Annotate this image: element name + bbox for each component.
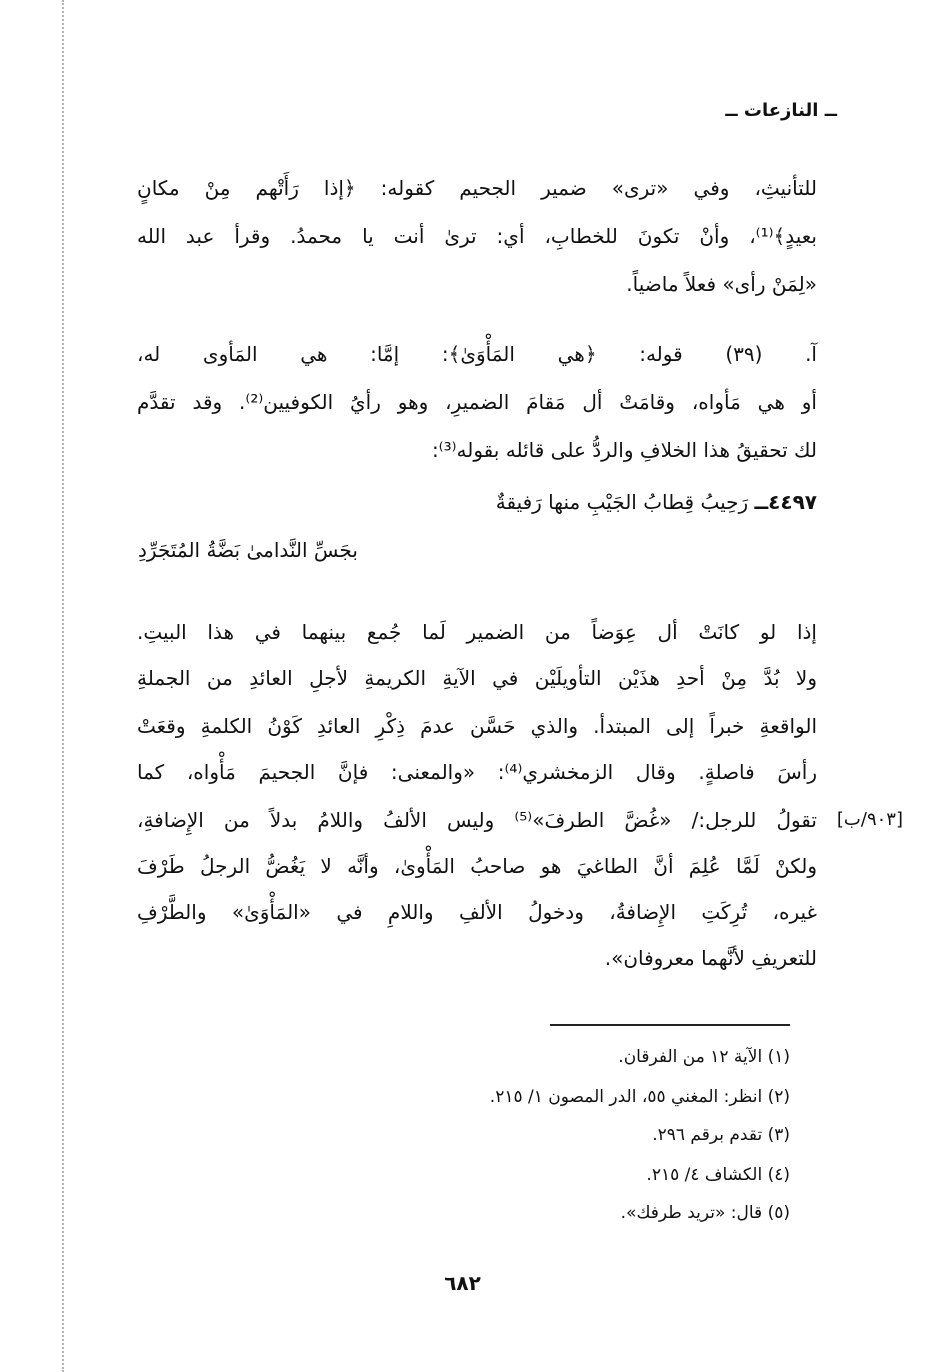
text-line: غيره، تُرِكَتِ الإِضافةُ، ودخولُ الألفِ واللامِ في «المَأْوَىٰ» والطَّرْفِ [137, 900, 817, 924]
text-line: ولكنْ لَمَّا عُلِمَ أنَّ الطاغيَ هو صاحبُ المَأْوىٰ، وأنَّه لا يَغُضُّ الرجلُ طَرْفَ [137, 854, 817, 878]
text-line: رأسَ فاصلةٍ. وقال الزمخشري⁽⁴⁾: «والمعنى: فإنَّ الجحيمَ مَأْواه، كما [137, 760, 817, 784]
verse-first-hemistich [496, 482, 817, 522]
footnote: (٥) قال: «تريد طرفك». [620, 1203, 790, 1223]
footnote: (٤) الكشاف ٤/ ٢١٥. [646, 1165, 790, 1185]
text-line: للتأنيثِ، وفي «ترى» ضمير الجحيم كقوله: ﴿إذا رَأَتْهم مِنْ مكانٍ [137, 176, 817, 200]
text-line: تقولُ للرجل:/ «غُضَّ الطرفَ»⁽⁵⁾ وليس الألفُ واللامُ بدلاً من الإِضافةِ، [137, 808, 817, 832]
verse-second-hemistich: بجَسِّ النَّدامىٰ بَضَّةُ المُتَجَرِّدِ [138, 538, 358, 562]
text-line: آ. (٣٩) قوله: ﴿هي المَأْوَىٰ﴾: إمَّا: هي المَأوى له، [137, 342, 817, 366]
footnote: (٣) تقدم برقم ٢٩٦. [652, 1125, 790, 1145]
footnote: (٢) انظر: المغني ٥٥، الدر المصون ١/ ٢١٥. [489, 1087, 790, 1107]
text-line: ولا بُدَّ مِنْ أحدِ هذَيْن التأويلَيْن في الآيةِ الكريمةِ لأجلِ العائدِ من الجملةِ [137, 666, 817, 690]
text-line: للتعريفِ لأنَّهما معروفان». [604, 946, 817, 970]
text-line: الواقعةِ خبراً إلى المبتدأ. والذي حَسَّن عدمَ ذِكْرِ العائدِ كَوْنُ الكلمةِ وقعَتْ [137, 714, 817, 738]
scan-dotted-edge [62, 0, 64, 1372]
manuscript-folio-marker: [٩٠٣/ب] [836, 809, 903, 830]
text-line: لك تحقيقُ هذا الخلافِ والردُّ على قائله بقوله⁽³⁾: [431, 438, 817, 462]
verse-number: ٤٤٩٧ــ [754, 490, 817, 514]
text-line: «لِمَنْ رأى» فعلاً ماضياً. [626, 272, 817, 296]
page-number: ٦٨٢ [444, 1271, 481, 1295]
running-header: ــ النازعات ــ [725, 100, 837, 121]
verse-text: رَحِيبُ قِطابُ الجَيْبِ منها رَفيقةٌ [495, 490, 749, 514]
footnote: (١) الآية ١٢ من الفرقان. [618, 1047, 790, 1067]
text-line: بعيدٍ﴾⁽¹⁾، وأنْ تكونَ للخطابِ، أي: ترىٰ أنت يا محمدُ. وقرأ عبد الله [137, 224, 817, 248]
text-line: أو هي مَأواه، وقامَتْ أل مَقامَ الضميرِ، وهو رأيُ الكوفيين⁽²⁾. وقد تقدَّم [137, 390, 817, 414]
text-line: إذا لو كانَتْ أل عِوَضاً من الضمير لَما جُمع بينهما في هذا البيتِ. [137, 620, 817, 644]
footnote-separator [550, 1024, 790, 1026]
